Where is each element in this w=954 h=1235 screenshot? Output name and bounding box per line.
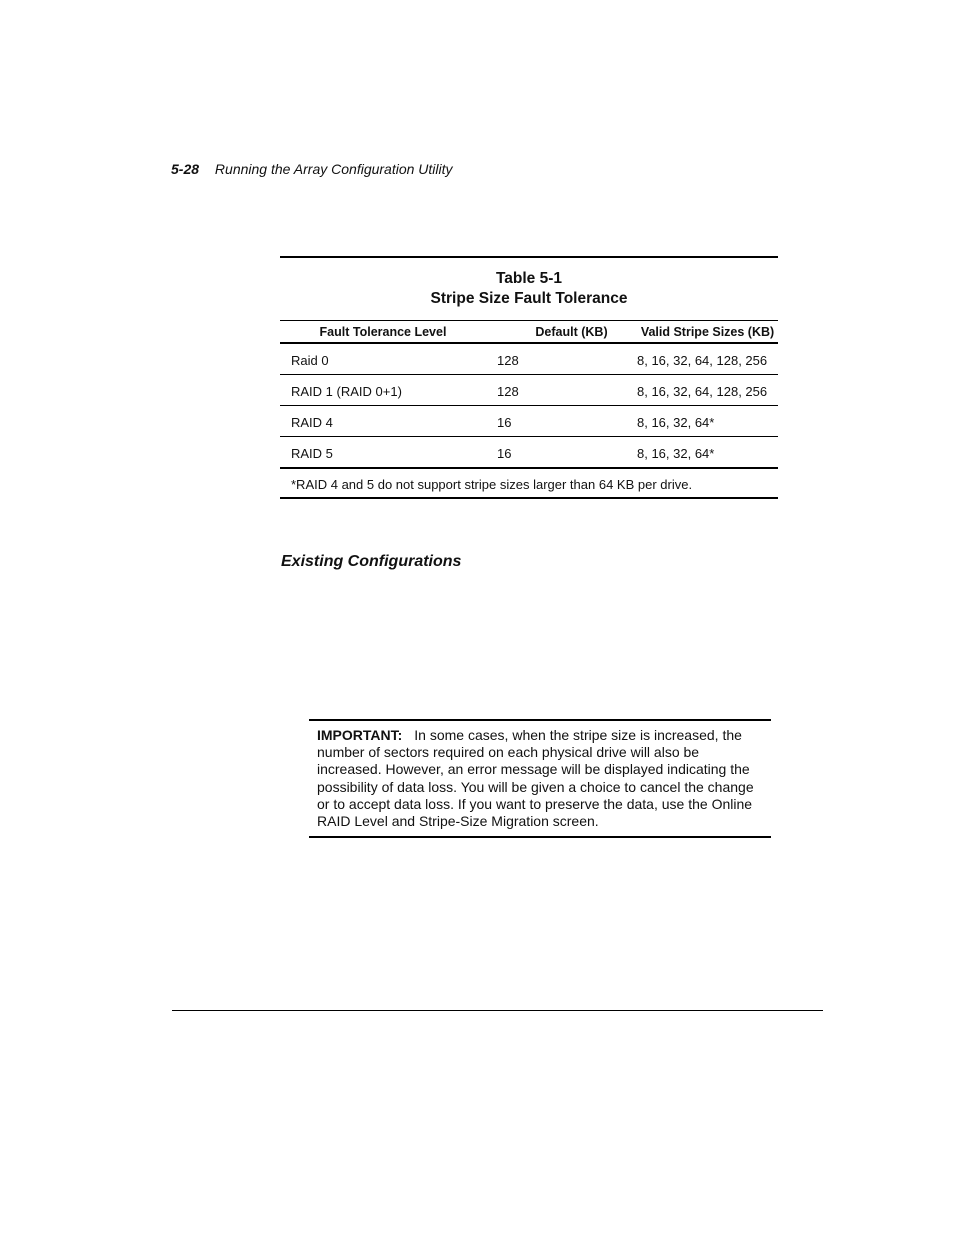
page-number: 5-28 [171,161,200,177]
header-valid-stripe-sizes: Valid Stripe Sizes (KB) [640,325,775,339]
cell-valid-sizes: 8, 16, 32, 64* [637,446,715,461]
faint-watermark [240,1131,760,1179]
chapter-title: Running the Array Configuration Utility [214,161,453,177]
table-caption [280,258,778,320]
cell-level: Raid 0 [291,353,329,368]
header-fault-tolerance-level: Fault Tolerance Level [319,325,447,339]
table-number: Table 5-1 [495,270,563,287]
cell-default: 128 [497,384,519,399]
table-title: Stripe Size Fault Tolerance [430,290,628,307]
cell-valid-sizes: 8, 16, 32, 64, 128, 256 [637,384,768,399]
important-note [309,719,771,838]
watermark-line [240,1131,760,1147]
table-row [280,375,778,406]
cell-valid-sizes: 8, 16, 32, 64* [637,415,715,430]
cell-default: 16 [497,446,512,461]
important-text: In some cases, when the stripe size is increased, the number of sectors required on each physical drive will also be increased. However, an error message will be displayed indicating the possibility of data loss. You will be given a choice to cancel the change or to accept data loss. If you want to preserve the data, use the Online RAID Level and Stripe-Size Migration screen. [317,727,754,830]
cell-level: RAID 1 (RAID 0+1) [291,384,402,399]
table-row [280,406,778,437]
watermark-line [240,1163,760,1179]
running-head [171,161,453,177]
cell-level: RAID 4 [291,415,333,430]
footer-rule [172,1010,823,1011]
table-row [280,437,778,469]
cell-default: 16 [497,415,512,430]
header-default-kb: Default (KB) [535,325,608,339]
cell-level: RAID 5 [291,446,333,461]
important-label: IMPORTANT: [317,727,403,743]
cell-default: 128 [497,353,519,368]
cell-valid-sizes: 8, 16, 32, 64, 128, 256 [637,353,768,368]
table-footnote: *RAID 4 and 5 do not support stripe sizes larger than 64 KB per drive. [280,469,778,499]
stripe-size-table [280,256,778,499]
table-row [280,344,778,375]
watermark-line [240,1147,760,1163]
section-heading: Existing Configurations [281,553,462,570]
table-header-row [280,320,778,344]
